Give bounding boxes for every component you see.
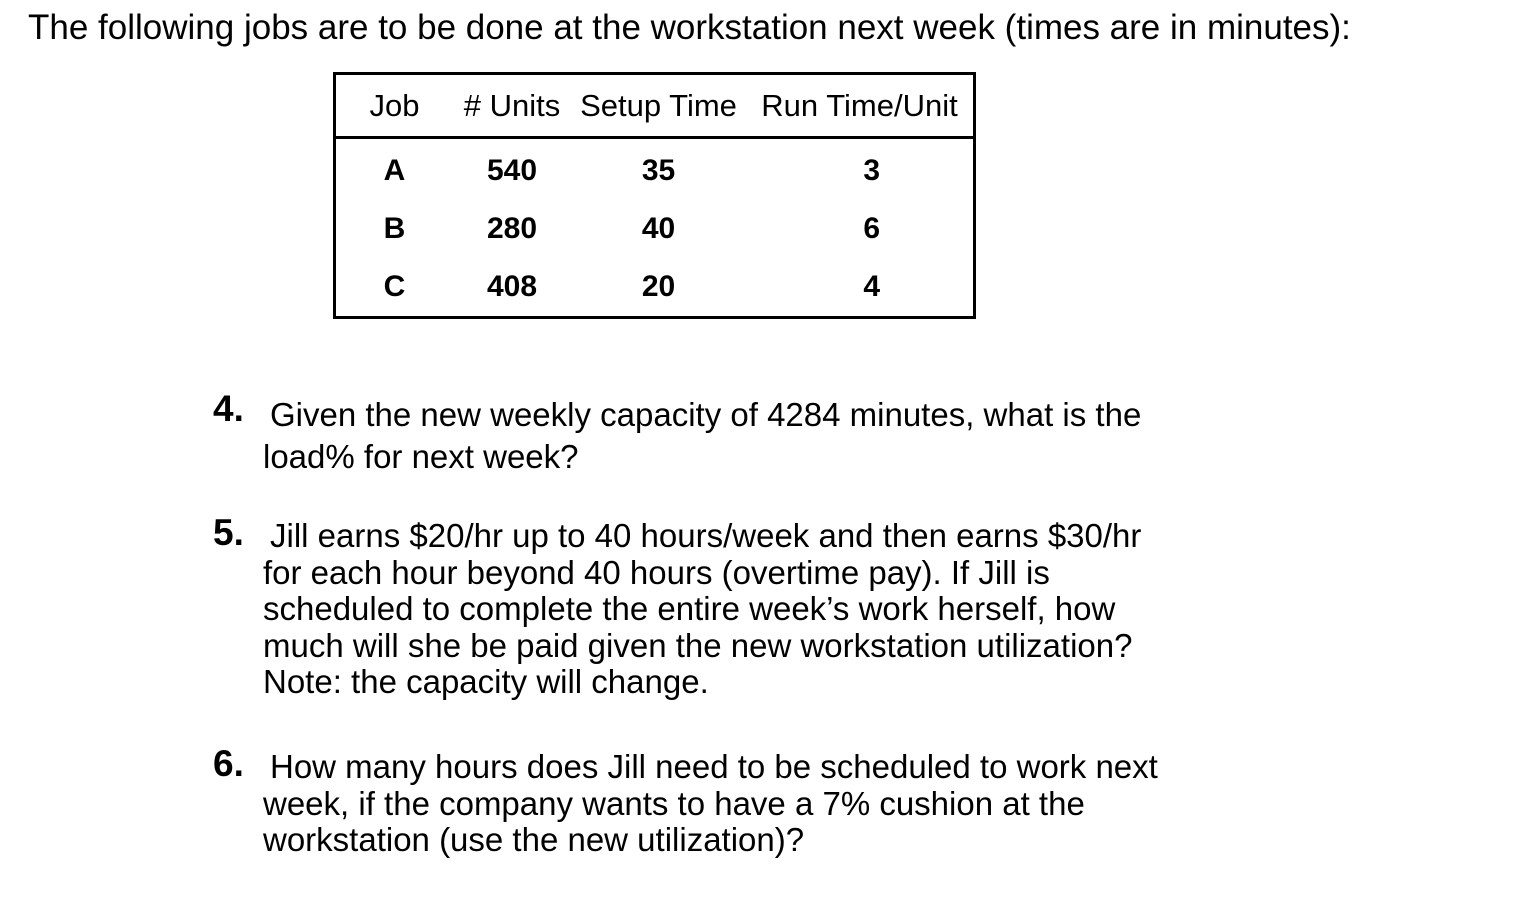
question-line: workstation (use the new utilization)? — [263, 821, 805, 858]
question-line: load% for next week? — [263, 438, 579, 475]
question-5 — [213, 512, 1233, 701]
cell-units: 540 — [486, 154, 538, 187]
cell-job: C — [383, 270, 406, 303]
question-line: scheduled to complete the entire week’s work herself, how — [263, 590, 1116, 627]
table-row — [336, 200, 973, 258]
cell-setup-time: 20 — [641, 270, 676, 303]
question-line: Jill earns $20/hr up to 40 hours/week and then earns $30/hr — [270, 517, 1142, 554]
cell-run-time: 3 — [863, 154, 880, 187]
jobs-table — [333, 72, 976, 319]
question-number: 4. — [213, 388, 244, 429]
table-row — [336, 138, 973, 201]
table-header-row — [336, 75, 973, 138]
cell-run-time: 4 — [863, 270, 880, 303]
question-line: How many hours does Jill need to be scheduled to work next — [270, 748, 1158, 785]
question-number: 5. — [213, 512, 244, 553]
header-setup-time: Setup Time — [571, 75, 746, 138]
question-line: Note: the capacity will change. — [263, 663, 709, 700]
header-job: Job — [336, 75, 453, 138]
cell-setup-time: 40 — [641, 212, 676, 245]
cell-job: A — [383, 154, 406, 187]
cell-units: 280 — [486, 212, 538, 245]
question-6 — [213, 743, 1233, 859]
header-run-time-unit: Run Time/Unit — [746, 75, 973, 138]
cell-run-time: 6 — [863, 212, 880, 245]
table-row — [336, 258, 973, 316]
question-line: for each hour beyond 40 hours (overtime pay). If Jill is — [263, 553, 1050, 591]
cell-units: 408 — [486, 270, 538, 303]
cell-setup-time: 35 — [641, 154, 676, 187]
question-number: 6. — [213, 743, 244, 784]
cell-job: B — [383, 212, 406, 245]
header-units: # Units — [453, 75, 571, 138]
question-line: week, if the company wants to have a 7% cushion at the — [263, 784, 1085, 822]
question-4 — [213, 388, 1233, 478]
intro-text: The following jobs are to be done at the workstation next week (times are in minutes): — [28, 8, 1351, 47]
jobs-table-grid — [336, 75, 973, 316]
question-line: Given the new weekly capacity of 4284 minutes, what is the — [270, 396, 1142, 433]
question-line: much will she be paid given the new workstation utilization? — [263, 626, 1133, 664]
